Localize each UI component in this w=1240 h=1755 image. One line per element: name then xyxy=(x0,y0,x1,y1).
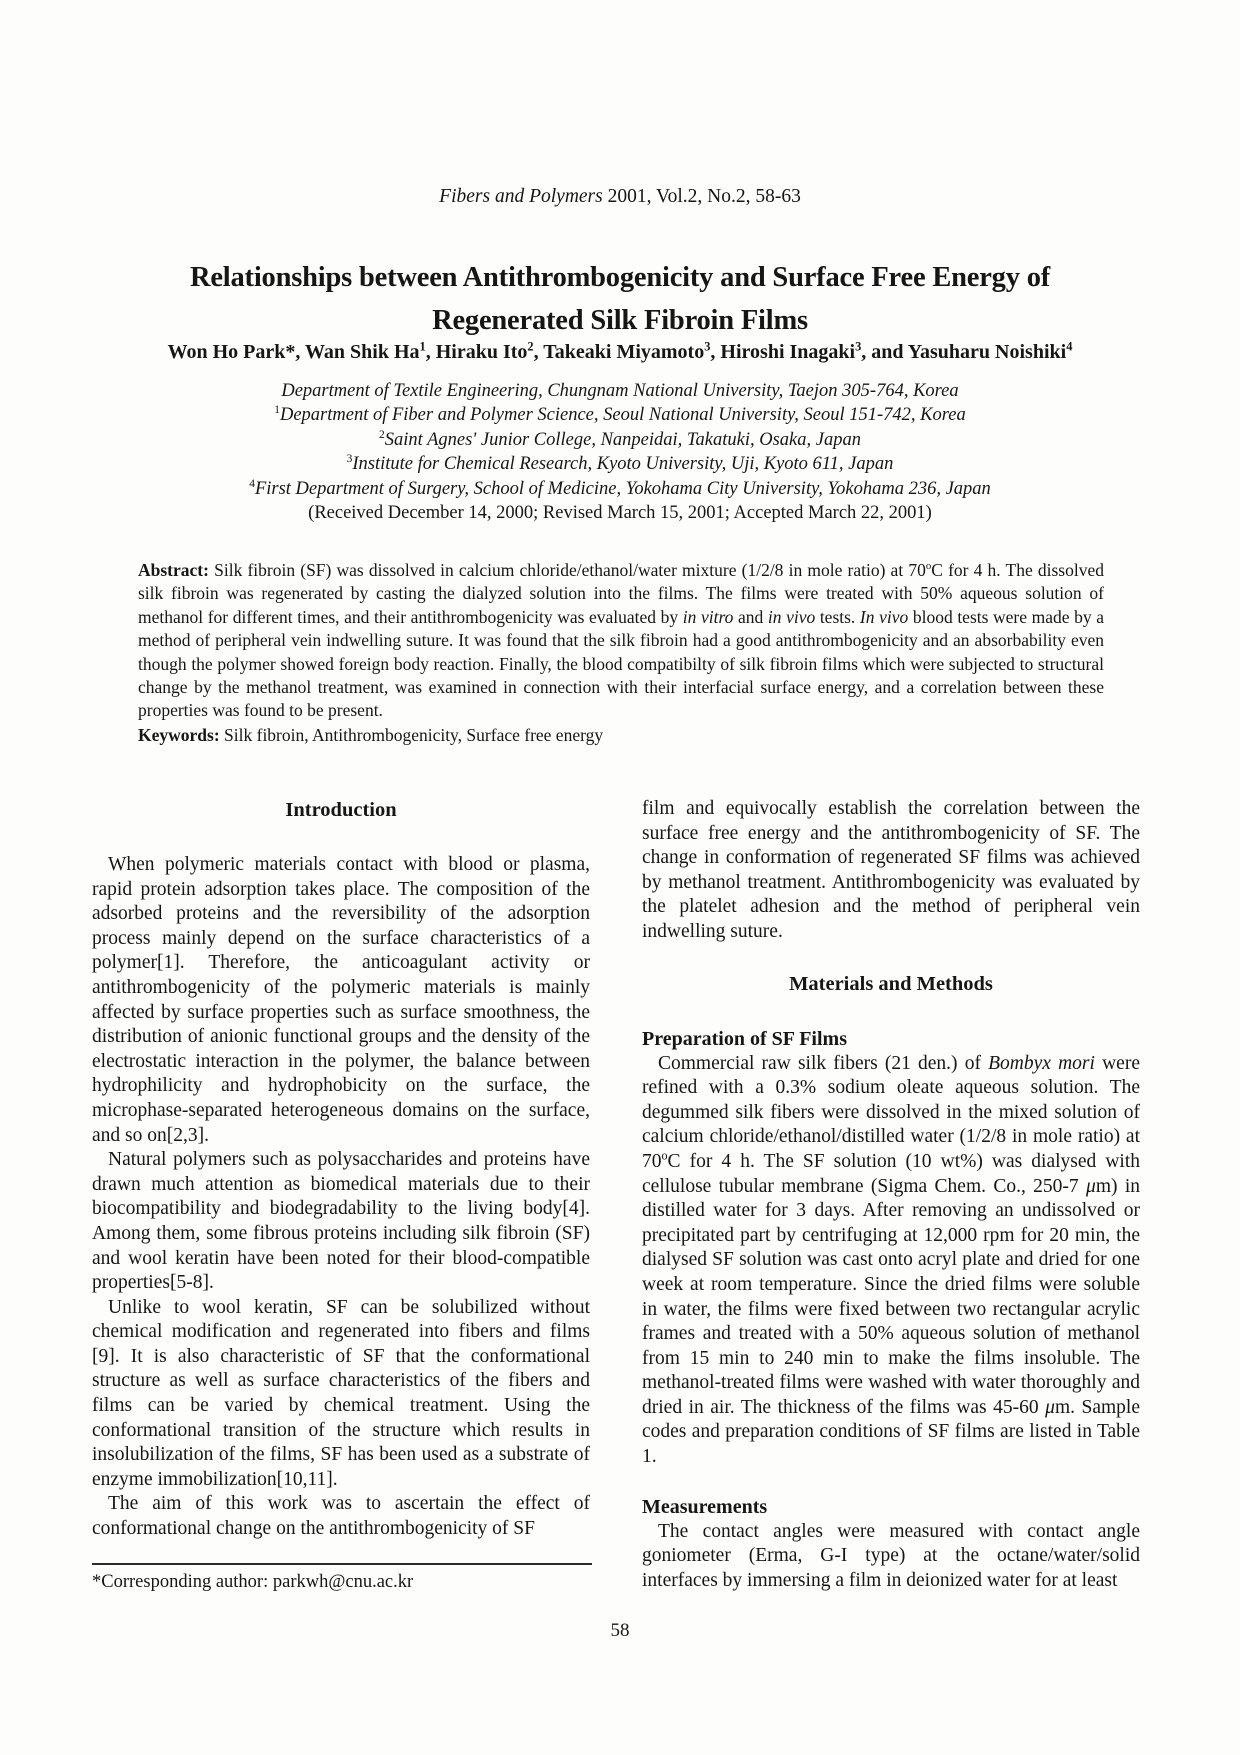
subsection-heading-measurements: Measurements xyxy=(642,1495,768,1518)
body-paragraph: Commercial raw silk fibers (21 den.) of Bombyx mori were refined with a 0.3% sodium oleate aqueous solution. The degummed silk fibers were dissolved in the mixed solution of calcium chloride/ethanol/distilled water (1/2/8 in mole ratio) at 70$^o$C for 4 h. The SF solution (10 wt%) was dialysed with cellulose tubular membrane (Sigma Chem. Co., 250-7 μm) in distilled water for 3 days. After removing an undissolved or precipitated part by centrifuging at 12,000 rpm for 20 min, the dialysed SF solution was cast onto acryl plate and dried for one week at room temperature. Since the dried films were soluble in water, the films were fixed between two rectangular acrylic frames and treated with a 50% aqueous solution of methanol from 15 min to 240 min to make the films insoluble. The methanol-treated films were washed with water thoroughly and dried in air. The thickness of the films was 45-60 μm. Sample codes and preparation conditions of SF films are listed in Table 1. xyxy=(642,1052,1140,1468)
journal-header: Fibers and Polymers 2001, Vol.2, No.2, 58-63 xyxy=(439,186,801,207)
column-left xyxy=(92,797,590,1593)
column-right xyxy=(642,797,1140,1593)
page-number: 58 xyxy=(610,1620,630,1641)
page-title: Relationships between Antithrombogenicity and Surface Free Energy of Regenerated Silk Fibroin Films xyxy=(189,262,1051,337)
affiliation-line: $^4$First Department of Surgery, School of Medicine, Yokohama City University, Yokohama 236, Japan xyxy=(249,477,991,499)
body-paragraph: The contact angles were measured with contact angle goniometer (Erma, G-I type) at the octane/water/solid interfaces by immersing a film in deionized water for at least xyxy=(642,1520,1140,1591)
keywords: Keywords: Silk fibroin, Antithrombogenicity, Surface free energy xyxy=(138,725,604,745)
affiliations-block xyxy=(70,379,1170,525)
corresponding-author-footnote: *Corresponding author: parkwh@cnu.ac.kr xyxy=(92,1563,592,1593)
body-paragraph: When polymeric materials contact with blood or plasma, rapid protein adsorption takes place. The composition of the adsorbed proteins and the reversibility of the adsorption process mainly depend on the surface characteristics of a polymer[1]. Therefore, the anticoagulant activity or antithrombogenicity of the polymeric materials is mainly affected by surface properties such as surface smoothness, the distribution of anionic functional groups and the density of the electrostatic interaction in the polymer, the balance between hydrophilicity and hydrophobicity on the surface, the microphase-separated heterogeneous domains on the surface, and so on[2,3]. xyxy=(92,854,590,1146)
received-line: (Received December 14, 2000; Revised March 15, 2001; Accepted March 22, 2001) xyxy=(308,503,932,524)
subsection-heading-preparation-of-sf-films: Preparation of SF Films xyxy=(642,1027,847,1050)
abstract: Abstract: Silk fibroin (SF) was dissolved in calcium chloride/ethanol/water mixture (1/2/8 in mole ratio) at 70$^o$C for 4 h. The dissolved silk fibroin was regenerated by casting the dialyzed solution into the films. The films were treated with 50% aqueous solution of methanol for different times, and their antithrombogenicity was evaluated by in vitro and in vivo tests. In vivo blood tests were made by a method of peripheral vein indwelling suture. It was found that the silk fibroin had a good antithrombogenicity and an absorbability even though the polymer showed foreign body reaction. Finally, the blood compatibilty of silk fibroin films which were subjected to structural change by the methanol treatment, was examined in connection with their interfacial surface energy, and a correlation between these properties was found to be present. xyxy=(138,560,1104,721)
body-paragraph: The aim of this work was to ascertain the effect of conformational change on the antithrombogenicity of SF xyxy=(92,1493,590,1540)
affiliation-line: Department of Textile Engineering, Chungnam National University, Taejon 305-764, Korea xyxy=(281,381,959,401)
body-paragraph: Unlike to wool keratin, SF can be solubilized without chemical modification and regenerated into fibers and films [9]. It is also characteristic of SF that the conformational structure as well as surface characteristics of the fibers and films can be varied by chemical treatment. Using the conformational transition of the structure which results in insolubilization of the films, SF has been used as a substrate of enzyme immobilization[10,11]. xyxy=(92,1296,590,1490)
affiliation-line: $^2$Saint Agnes' Junior College, Nanpeidai, Takatuki, Osaka, Japan xyxy=(379,428,861,450)
affiliation-line: $^3$Institute for Chemical Research, Kyoto University, Uji, Kyoto 611, Japan xyxy=(346,453,894,475)
affiliation-line: $^1$Department of Fiber and Polymer Science, Seoul National University, Seoul 151-742, Korea xyxy=(274,404,966,426)
section-heading-materials-and-methods: Materials and Methods xyxy=(789,972,993,995)
body-paragraph: Natural polymers such as polysaccharides and proteins have drawn much attention as biomedical materials due to their biocompatibility and biodegradability to the living body[4]. Among them, some fibrous proteins including silk fibroin (SF) and wool keratin have been noted for their blood-compatible properties[5-8]. xyxy=(92,1149,590,1294)
section-heading-introduction: Introduction xyxy=(285,799,397,821)
body-paragraph: film and equivocally establish the correlation between the surface free energy and the antithrombogenicity of SF. The change in conformation of regenerated SF films was achieved by methanol treatment. Antithrombogenicity was evaluated by the platelet adhesion and the method of peripheral vein indwelling suture. xyxy=(642,798,1140,942)
body-columns xyxy=(92,797,1140,1593)
authors-line: Won Ho Park*, Wan Shik Ha$^1$, Hiraku Ito$^2$, Takeaki Miyamoto$^3$, Hiroshi Inagaki$^3$, and Yasuharu Noishiki$^4$ xyxy=(167,339,1073,363)
